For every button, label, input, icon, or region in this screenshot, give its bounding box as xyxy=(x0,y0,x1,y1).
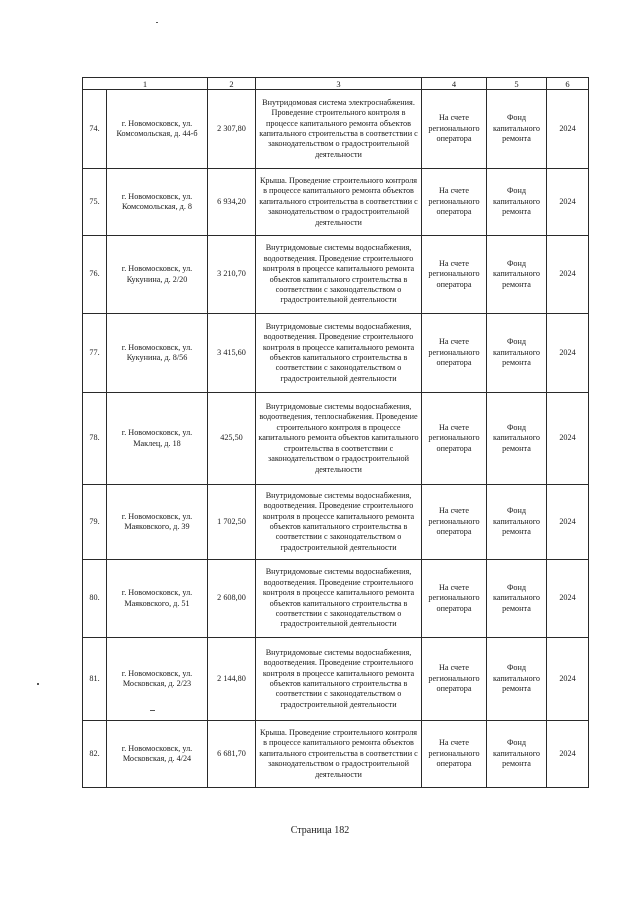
account-cell: На счете регионального оператора xyxy=(422,560,487,638)
scan-speck xyxy=(37,683,39,685)
cost-cell: 2 307,80 xyxy=(208,90,256,169)
row-number: 74. xyxy=(83,90,107,169)
row-number: 80. xyxy=(83,560,107,638)
work-description-cell: Внутридомовые системы водоснабжения, водоотведения. Проведение строительного контроля в процессе капитального ремонта объектов капитального строительства в соответствии с законодательством о градостроительной деятельности xyxy=(256,560,422,638)
fund-cell: Фонд капитального ремонта xyxy=(487,560,547,638)
address-cell: г. Новомосковск, ул. Кукунина, д. 2/20 xyxy=(107,236,208,314)
work-description-cell: Крыша. Проведение строительного контроля в процессе капитального ремонта объектов капитального строительства в соответствии с законодательством о градостроительной деятельности xyxy=(256,721,422,788)
cost-cell: 425,50 xyxy=(208,393,256,485)
row-number: 81. xyxy=(83,638,107,721)
cost-cell: 3 415,60 xyxy=(208,314,256,393)
account-cell: На счете регионального оператора xyxy=(422,314,487,393)
address-cell: г. Новомосковск, ул. Маклец, д. 18 xyxy=(107,393,208,485)
account-cell: На счете регионального оператора xyxy=(422,90,487,169)
column-header: 4 xyxy=(422,78,487,90)
row-number: 82. xyxy=(83,721,107,788)
row-number: 76. xyxy=(83,236,107,314)
fund-cell: Фонд капитального ремонта xyxy=(487,638,547,721)
table-row xyxy=(83,485,589,560)
column-number-row xyxy=(83,78,589,90)
account-cell: На счете регионального оператора xyxy=(422,236,487,314)
account-cell: На счете регионального оператора xyxy=(422,393,487,485)
work-description-cell: Внутридомовые системы водоснабжения, водоотведения. Проведение строительного контроля в процессе капитального ремонта объектов капитального строительства в соответствии с законодательством о градостроительной деятельности xyxy=(256,485,422,560)
fund-cell: Фонд капитального ремонта xyxy=(487,90,547,169)
address-cell: г. Новомосковск, ул. Маяковского, д. 39 xyxy=(107,485,208,560)
table-row xyxy=(83,236,589,314)
account-cell: На счете регионального оператора xyxy=(422,721,487,788)
year-cell: 2024 xyxy=(547,560,589,638)
work-description-cell: Крыша. Проведение строительного контроля в процессе капитального ремонта объектов капитального строительства в соответствии с законодательством о градостроительной деятельности xyxy=(256,169,422,236)
table-row xyxy=(83,90,589,169)
year-cell: 2024 xyxy=(547,721,589,788)
scan-speck xyxy=(156,22,158,23)
column-header: 6 xyxy=(547,78,589,90)
year-cell: 2024 xyxy=(547,236,589,314)
table-row xyxy=(83,721,589,788)
column-header: 1 xyxy=(83,78,208,90)
table-row xyxy=(83,169,589,236)
cost-cell: 1 702,50 xyxy=(208,485,256,560)
year-cell: 2024 xyxy=(547,638,589,721)
fund-cell: Фонд капитального ремонта xyxy=(487,169,547,236)
repair-schedule-table xyxy=(82,77,589,788)
column-header: 2 xyxy=(208,78,256,90)
year-cell: 2024 xyxy=(547,485,589,560)
table-row xyxy=(83,560,589,638)
fund-cell: Фонд капитального ремонта xyxy=(487,721,547,788)
year-cell: 2024 xyxy=(547,314,589,393)
work-description-cell: Внутридомовые системы водоснабжения, водоотведения, теплоснабжения. Проведение строительного контроля в процессе капитального ремонта объектов капитального строительства в соответствии с законодательством о градостроительной деятельности xyxy=(256,393,422,485)
year-cell: 2024 xyxy=(547,169,589,236)
year-cell: 2024 xyxy=(547,90,589,169)
address-cell: г. Новомосковск, ул. Маяковского, д. 51 xyxy=(107,560,208,638)
table-row xyxy=(83,314,589,393)
work-description-cell: Внутридомовые системы водоснабжения, водоотведения. Проведение строительного контроля в процессе капитального ремонта объектов капитального строительства в соответствии с законодательством о градостроительной деятельности xyxy=(256,236,422,314)
page-number: Страница 182 xyxy=(290,825,350,836)
account-cell: На счете регионального оператора xyxy=(422,485,487,560)
address-cell: г. Новомосковск, ул. Комсомольская, д. 44-б xyxy=(107,90,208,169)
row-number: 79. xyxy=(83,485,107,560)
address-cell: г. Новомосковск, ул. Кукунина, д. 8/56 xyxy=(107,314,208,393)
work-description-cell: Внутридомовая система электроснабжения. Проведение строительного контроля в процессе капитального ремонта объектов капитального строительства в соответствии с законодательством о градостроительной деятельности xyxy=(256,90,422,169)
work-description-cell: Внутридомовые системы водоснабжения, водоотведения. Проведение строительного контроля в процессе капитального ремонта объектов капитального строительства в соответствии с законодательством о градостроительной деятельности xyxy=(256,638,422,721)
cost-cell: 6 934,20 xyxy=(208,169,256,236)
address-cell: г. Новомосковск, ул. Московская, д. 4/24 xyxy=(107,721,208,788)
table-row xyxy=(83,393,589,485)
year-cell: 2024 xyxy=(547,393,589,485)
row-number: 75. xyxy=(83,169,107,236)
address-cell: г. Новомосковск, ул. Московская, д. 2/23 xyxy=(107,638,208,721)
account-cell: На счете регионального оператора xyxy=(422,169,487,236)
table-row xyxy=(83,638,589,721)
fund-cell: Фонд капитального ремонта xyxy=(487,314,547,393)
cost-cell: 6 681,70 xyxy=(208,721,256,788)
row-number: 78. xyxy=(83,393,107,485)
column-header: 3 xyxy=(256,78,422,90)
fund-cell: Фонд капитального ремонта xyxy=(487,393,547,485)
address-cell: г. Новомосковск, ул. Комсомольская, д. 8 xyxy=(107,169,208,236)
fund-cell: Фонд капитального ремонта xyxy=(487,236,547,314)
work-description-cell: Внутридомовые системы водоснабжения, водоотведения. Проведение строительного контроля в процессе капитального ремонта объектов капитального строительства в соответствии с законодательством о градостроительной деятельности xyxy=(256,314,422,393)
account-cell: На счете регионального оператора xyxy=(422,638,487,721)
row-number: 77. xyxy=(83,314,107,393)
cost-cell: 3 210,70 xyxy=(208,236,256,314)
cost-cell: 2 608,00 xyxy=(208,560,256,638)
fund-cell: Фонд капитального ремонта xyxy=(487,485,547,560)
column-header: 5 xyxy=(487,78,547,90)
cost-cell: 2 144,80 xyxy=(208,638,256,721)
